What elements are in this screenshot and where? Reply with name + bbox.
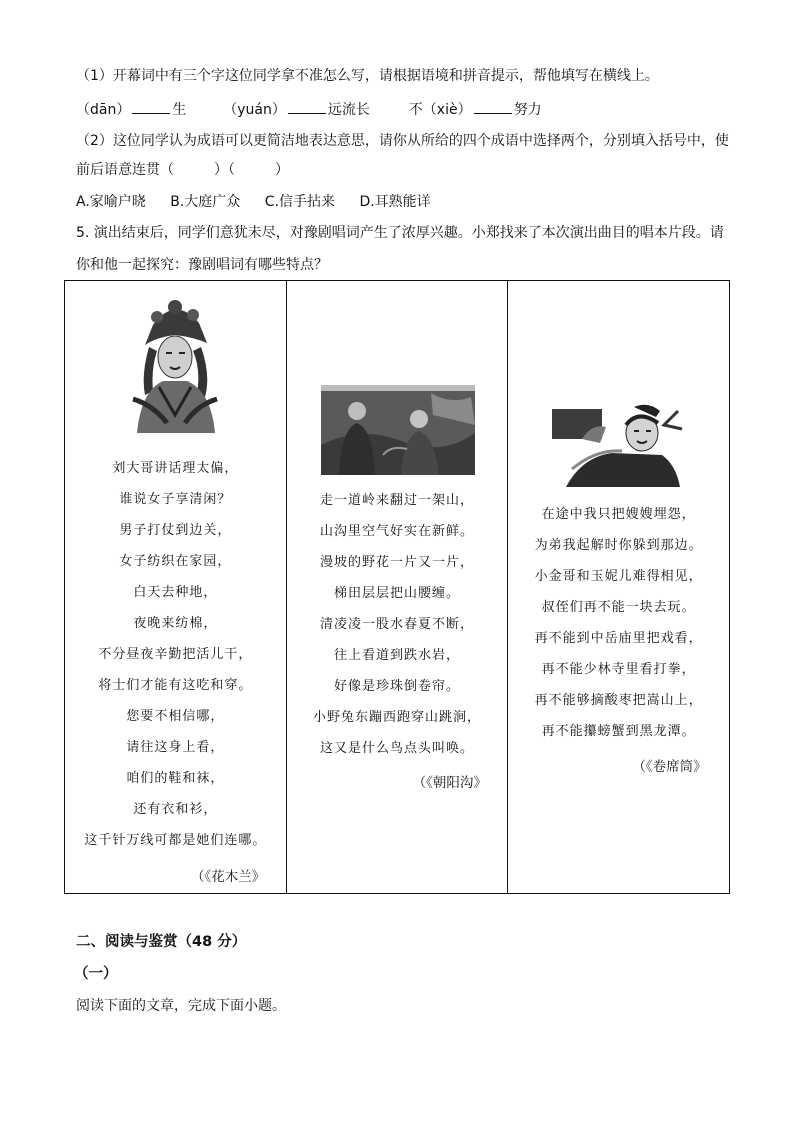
- lyric-line: 咱们的鞋和袜，: [126, 771, 225, 786]
- lyric-line: 好像是珍珠倒卷帘。: [334, 679, 461, 694]
- word-remainder: 生: [172, 102, 187, 118]
- lyric-line: 夜晚来纺棉，: [133, 616, 218, 631]
- lyric-line: 为弟我起解时你躲到那边。: [534, 538, 703, 553]
- lyric-line: 再不能少林寺里看打拳，: [541, 662, 696, 677]
- answer-blank[interactable]: [474, 99, 512, 114]
- lyric-line: 山沟里空气好实在新鲜。: [320, 524, 475, 539]
- lyric-line: 小野兔东蹦西跑穿山跳涧，: [313, 710, 482, 725]
- lyric-line: 在途中我只把嫂嫂埋怨，: [541, 507, 696, 522]
- q4-part1-text: （1）开幕词中有三个字这位同学拿不准怎么写，请根据语境和拼音提示，帮他填写在横线上。: [76, 68, 659, 84]
- lyric-line: 您要不相信哪，: [126, 709, 225, 724]
- q4-part2-line1: （2）这位同学认为成语可以更简洁地表达意思，请你从所给的四个成语中选择两个，分别填入括号中，使: [76, 133, 729, 149]
- lyric-line: 这又是什么鸟点头叫唤。: [320, 741, 475, 756]
- lyrics-column-juan-xi-tong: [508, 281, 729, 893]
- lyrics-block: [508, 499, 729, 747]
- lyric-line: 请往这身上看，: [126, 740, 225, 755]
- lyrics-block: [287, 485, 508, 764]
- lyric-line: 往上看道到跌水岩，: [334, 648, 461, 663]
- section-heading: 二、阅读与鉴赏（48 分）: [76, 934, 247, 950]
- opera-figure-image: [552, 403, 688, 487]
- word-remainder: 努力: [513, 102, 542, 118]
- lyric-line: 男子打仗到边关，: [119, 523, 232, 538]
- option-b: B.大庭广众: [170, 194, 241, 210]
- lyric-line: 这千针万线可都是她们连哪。: [84, 833, 267, 848]
- word-remainder: 远流长: [327, 102, 370, 118]
- lyric-line: 再不能攥螃蟹到黑龙潭。: [541, 724, 696, 739]
- lyric-line: 梯田层层把山腰缠。: [334, 586, 461, 601]
- section-subheading: （一）: [74, 966, 118, 982]
- section-instruction: 阅读下面的文章，完成下面小题。: [76, 998, 286, 1014]
- paren-mid: ）（: [214, 162, 235, 178]
- option-a: A.家喻户晓: [76, 194, 146, 210]
- lyric-line: 叔侄们再不能一块去玩。: [541, 600, 696, 615]
- answer-blank[interactable]: [132, 99, 170, 114]
- lyrics-column-hua-mulan: [65, 281, 287, 893]
- pinyin-item-2: [223, 99, 370, 120]
- source-title: （《花木兰》: [191, 869, 266, 885]
- pinyin-hint: （yuán）: [223, 102, 286, 118]
- lyric-line: 漫坡的野花一片又一片，: [320, 555, 475, 570]
- pinyin-hint: 不（xiè）: [408, 102, 472, 118]
- paren-close: ）: [275, 162, 289, 178]
- pinyin-hint: （dān）: [76, 102, 131, 118]
- lyric-line: 将士们才能有这吃和穿。: [98, 678, 253, 693]
- lyric-line: 谁说女子享清闲？: [119, 492, 232, 507]
- lyric-line: 再不能到中岳庙里把戏看，: [534, 631, 703, 646]
- pinyin-item-1: [76, 99, 186, 120]
- lyric-line: 还有衣和衫，: [133, 802, 218, 817]
- lyrics-column-chaoyang-gou: [287, 281, 509, 893]
- lyric-line: 走一道岭来翻过一架山，: [320, 493, 475, 508]
- source-title: （《卷席筒》: [632, 759, 707, 775]
- idiom-options: [76, 192, 451, 212]
- lyric-line: 不分昼夜辛勤把活儿干，: [98, 647, 253, 662]
- answer-blank[interactable]: [288, 99, 326, 114]
- q4-part2-line2: [76, 160, 289, 180]
- lyric-line: 小金哥和玉妮儿难得相见，: [534, 569, 703, 584]
- lyric-line: 白天去种地，: [133, 585, 218, 600]
- source-title: （《朝阳沟》: [412, 775, 487, 791]
- opera-portrait-image: [123, 295, 227, 433]
- lyrics-block: [65, 453, 286, 856]
- lyric-line: 刘大哥讲话理太偏，: [112, 461, 239, 476]
- lyrics-table: [64, 280, 730, 894]
- opera-photo-image: [321, 385, 475, 475]
- pinyin-item-3: [409, 99, 542, 120]
- option-d: D.耳熟能详: [359, 194, 431, 210]
- q5-line1: 5. 演出结束后，同学们意犹未尽，对豫剧唱词产生了浓厚兴趣。小郑找来了本次演出曲目的唱本片段。请: [76, 225, 724, 241]
- paren-open-1: 前后语意连贯（: [76, 162, 174, 178]
- option-c: C.信手拈来: [264, 194, 335, 210]
- lyric-line: 女子纺织在家园，: [119, 554, 232, 569]
- lyric-line: 再不能够摘酸枣把嵩山上，: [534, 693, 703, 708]
- lyric-line: 清凌凌一股水春夏不断，: [320, 617, 475, 632]
- q5-line2: 你和他一起探究：豫剧唱词有哪些特点？: [76, 257, 328, 273]
- pinyin-fill-row: [76, 99, 542, 120]
